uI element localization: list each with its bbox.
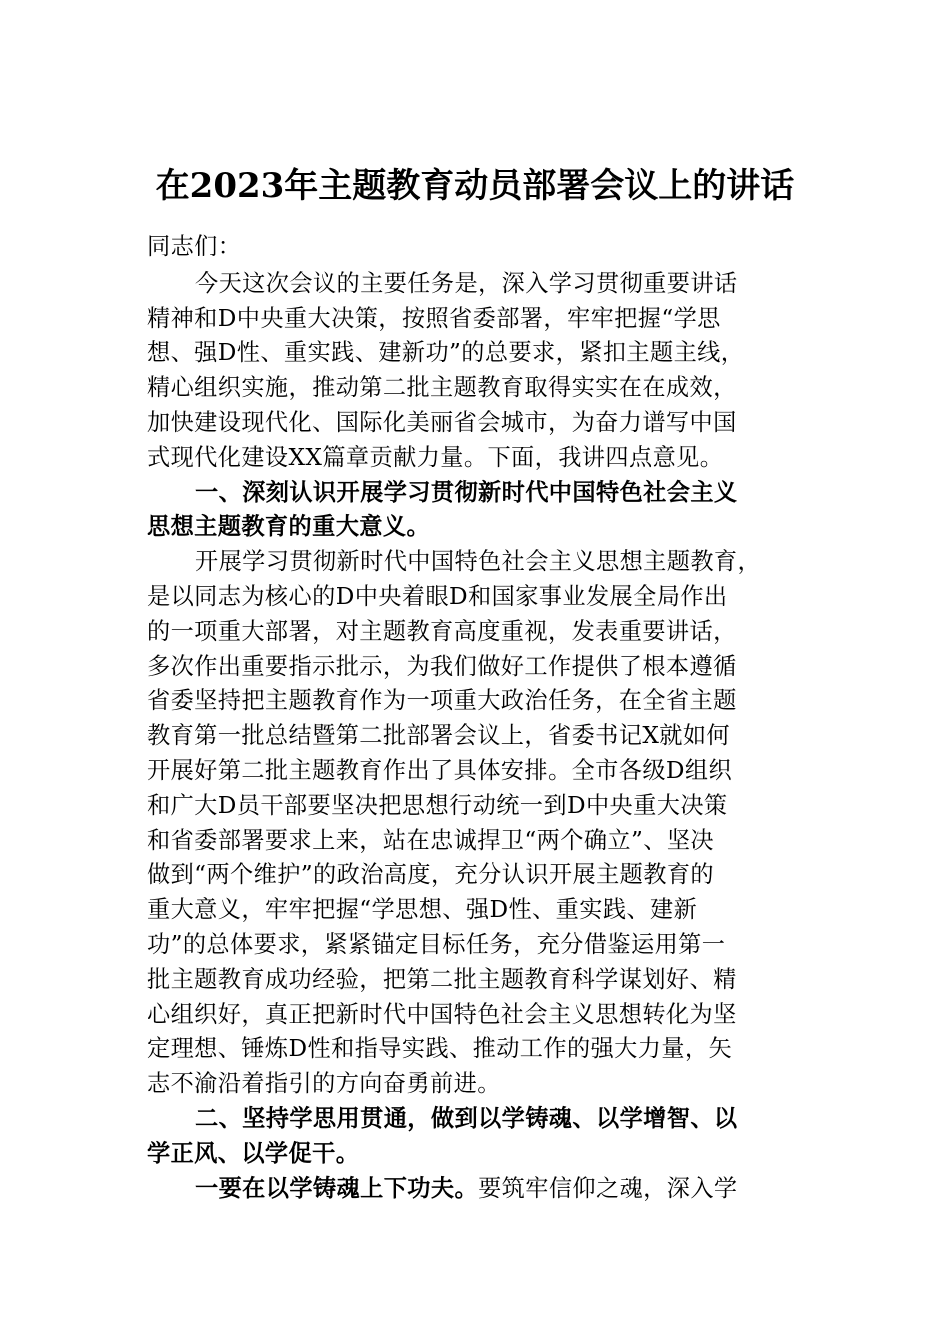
text-line: 今天这次会议的主要任务是，深入学习贯彻重要讲话 [195, 269, 738, 297]
sub-point-lead: 一要在以学铸魂上下功夫。 [195, 1174, 479, 1202]
text-line: 精心组织实施，推动第二批主题教育取得实实在在成效， [147, 374, 737, 402]
section-heading-1 [147, 476, 807, 546]
heading-line: 学正风、以学促干。 [147, 1139, 360, 1167]
text-line: 的一项重大部署，对主题教育高度重视，发表重要讲话， [147, 617, 737, 645]
text-line: 教育第一批总结暨第二批部署会议上，省委书记X就如何 [147, 722, 731, 750]
section-1-paragraph [147, 545, 807, 1102]
section-heading-2 [147, 1102, 807, 1172]
text-line: 功”的总体要求，紧紧锚定目标任务，充分借鉴运用第一 [147, 930, 726, 958]
text-line: 批主题教育成功经验，把第二批主题教育科学谋划好、精 [147, 965, 737, 993]
text-line [147, 1172, 807, 1207]
document-title: 在2023年主题教育动员部署会议上的讲话 [155, 166, 795, 206]
text-line: 重大意义，牢牢把握“学思想、强D性、重实践、建新 [147, 896, 698, 924]
section-2-paragraph [147, 1172, 807, 1207]
text-line: 省委坚持把主题教育作为一项重大政治任务，在全省主题 [147, 687, 737, 715]
text-line: 想、强D性、重实践、建新功”的总要求，紧扣主题主线， [147, 339, 745, 367]
text-line: 式现代化建设XX篇章贡献力量。下面，我讲四点意见。 [147, 443, 724, 471]
intro-paragraph [147, 267, 807, 476]
text-line: 志不渝沿着指引的方向奋勇前进。 [147, 1070, 501, 1098]
text-line: 精神和D中央重大决策，按照省委部署，牢牢把握“学思 [147, 304, 721, 332]
document-body [147, 230, 807, 1206]
sub-point-text: 要筑牢信仰之魂，深入学 [478, 1174, 738, 1202]
heading-line: 一、深刻认识开展学习贯彻新时代中国特色社会主义 [195, 478, 738, 506]
text-line: 做到“两个维护”的政治高度，充分认识开展主题教育的 [147, 861, 715, 889]
heading-line: 思想主题教育的重大意义。 [147, 513, 431, 541]
text-line: 开展好第二批主题教育作出了具体安排。全市各级D组织 [147, 756, 733, 784]
text-line: 和广大D员干部要坚决把思想行动统一到D中央重大决策 [147, 791, 728, 819]
text-line: 定理想、锤炼D性和指导实践、推动工作的强大力量，矢 [147, 1035, 733, 1063]
text-line: 加快建设现代化、国际化美丽省会城市，为奋力谱写中国 [147, 408, 737, 436]
text-line: 开展学习贯彻新时代中国特色社会主义思想主题教育， [195, 548, 762, 576]
salutation: 同志们： [147, 233, 242, 260]
heading-line: 二、坚持学思用贯通，做到以学铸魂、以学增智、以 [195, 1104, 738, 1132]
text-line: 和省委部署要求上来，站在忠诚捍卫“两个确立”、坚决 [147, 826, 715, 854]
text-line: 心组织好，真正把新时代中国特色社会主义思想转化为坚 [147, 1000, 737, 1028]
text-line: 是以同志为核心的D中央着眼D和国家事业发展全局作出 [147, 582, 728, 610]
text-line: 多次作出重要指示批示，为我们做好工作提供了根本遵循 [147, 652, 737, 680]
